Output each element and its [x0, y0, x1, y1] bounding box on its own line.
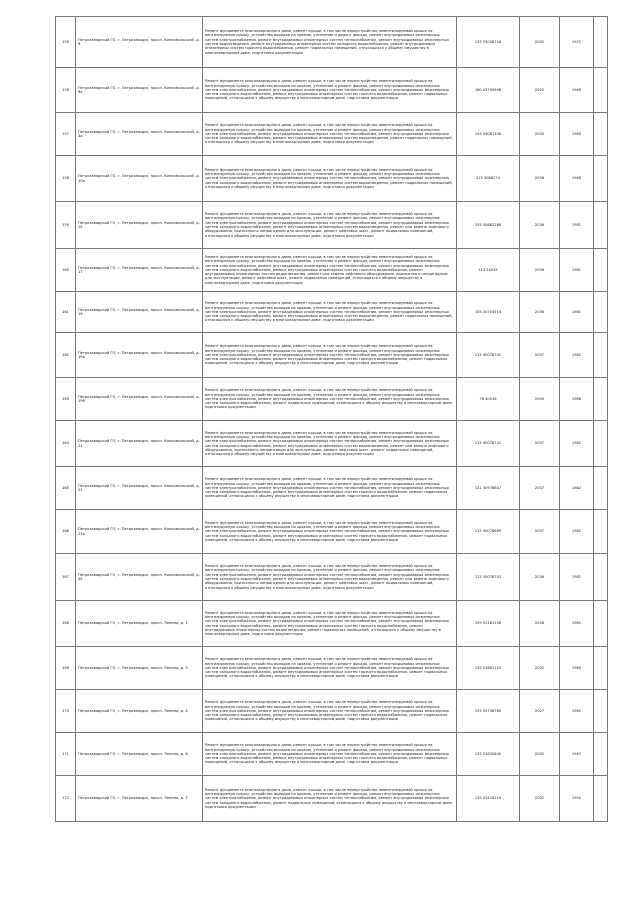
row-address: Петрозаводский ГО, г. Петрозаводск, просп. Ленина, д. 4 — [76, 690, 203, 733]
table-row — [56, 17, 608, 68]
row-year: 2032 — [520, 733, 560, 776]
row-year: 2032 — [520, 647, 560, 690]
row-works: Ремонт фундамента многоквартирного дома, ремонт крыши, в том числе переустройство невентилируемой крыши на вентилируемую крышу, устройство выходов на кровлю, утепление и ремонт фасада, ремонт внутридомовых инженерных систем электроснабжения, ремонт внутридомовых инженерных систем теплоснабжения, ремонт внутридомовых инженерных систем холодного водоснабжения, ремонт внутридомовых инженерных систем горячего водоснабжения, ремонт подвальных помещений, относящихся к общему имуществу в многоквартирном доме, подготовка документации — [203, 510, 457, 554]
row-year-built: 1982 — [560, 333, 594, 378]
row-empty-cell — [594, 647, 608, 690]
row-year-built: 1960 — [560, 156, 594, 202]
row-year: 2036 — [520, 292, 560, 333]
row-year-built: 1960 — [560, 647, 594, 690]
table-body — [56, 17, 608, 822]
row-year-built: 1960 — [560, 113, 594, 156]
row-year-built: 1957 — [560, 733, 594, 776]
row-area: 115 00078741 — [457, 421, 520, 467]
row-works: Ремонт фундамента многоквартирного дома, ремонт крыши, в том числе переустройство невентилируемой крыши на вентилируемую крышу, устройство выходов на кровлю, утепление и ремонт фасада, ремонт внутридомовых инженерных систем электроснабжения, ремонт внутридомовых инженерных систем теплоснабжения, ремонт внутридомовых инженерных систем холодного водоснабжения, ремонт внутридомовых инженерных систем горячего водоснабжения, ремонт внутридомовых инженерных систем водоотведения, ремонт подвальных помещений, относящихся к общему имуществу в многоквартирном доме, подготовка документации — [203, 601, 457, 647]
row-area: 180 03790898 — [457, 68, 520, 113]
row-area: 135 51681123 — [457, 647, 520, 690]
row-year: 2037 — [520, 333, 560, 378]
table-row — [56, 776, 608, 822]
table-row — [56, 510, 608, 554]
row-year-built: 1986 — [560, 378, 594, 421]
row-works: Ремонт фундамента многоквартирного дома, ремонт крыши, в том числе переустройство невентилируемой крыши на вентилируемую крышу, устройство выходов на кровлю, утепление и ремонт фасада, ремонт внутридомовых инженерных систем электроснабжения, ремонт внутридомовых инженерных систем теплоснабжения, ремонт внутридомовых инженерных систем холодного водоснабжения, ремонт внутридомовых инженерных систем горячего водоснабжения, ремонт внутридомовых инженерных систем водоотведения, ремонт или замена лифтового оборудования, признанного непригодным для эксплуатации, ремонт лифтовых шахт, ремонт подвальных помещений, относящихся к общему имуществу в многоквартирном доме, подготовка документации — [203, 249, 457, 292]
row-empty-cell — [594, 292, 608, 333]
row-year-built: 1982 — [560, 510, 594, 554]
row-address: Петрозаводский ГО, г. Петрозаводск, просп. Комсомольский, д. 21 — [76, 421, 203, 467]
row-year: 2035 — [520, 113, 560, 156]
row-area: 135 52416210 — [457, 776, 520, 822]
row-works: Ремонт фундамента многоквартирного дома, ремонт крыши, в том числе переустройство невентилируемой крыши на вентилируемую крышу, устройство выходов на кровлю, утепление и ремонт фасада, ремонт внутридомовых инженерных систем электроснабжения, ремонт внутридомовых инженерных систем теплоснабжения, ремонт внутридомовых инженерных систем холодного водоснабжения, ремонт внутридомовых инженерных систем горячего водоснабжения, ремонт подвальных помещений, относящихся к общему имуществу в многоквартирном доме, подготовка документации — [203, 690, 457, 733]
row-works: Ремонт фундамента многоквартирного дома, ремонт крыши, в том числе переустройство невентилируемой крыши на вентилируемую крышу, устройство выходов на кровлю, утепление и ремонт фасада, ремонт внутридомовых инженерных систем электроснабжения, ремонт внутридомовых инженерных систем теплоснабжения, ремонт внутридомовых инженерных систем водоотведения, ремонт внутридомовых инженерных систем холодного водоснабжения, ремонт внутридомовых инженерных систем горячего водоснабжения, ремонт подвальных помещений, относящихся к общему имуществу в многоквартирном доме, подготовка документации — [203, 17, 457, 68]
row-address: Петрозаводский ГО, г. Петрозаводск, просп. Комсомольский, д. 23 — [76, 467, 203, 510]
row-year: 2036 — [520, 156, 560, 202]
row-empty-cell — [594, 601, 608, 647]
row-number: 158 — [56, 156, 76, 202]
row-area: 155 54061338 — [457, 113, 520, 156]
row-works: Ремонт фундамента многоквартирного дома, ремонт крыши, в том числе переустройство невентилируемой крыши на вентилируемую крышу, устройство выходов на кровлю, утепление и ремонт фасада, ремонт внутридомовых инженерных систем электроснабжения, ремонт внутридомовых инженерных систем теплоснабжения, ремонт внутридомовых инженерных систем холодного водоснабжения, ремонт внутридомовых инженерных систем водоотведения, ремонт подвальных помещений, относящихся к общему имуществу в многоквартирном доме, подготовка документации — [203, 156, 457, 202]
row-area: 135 53058718 — [457, 17, 520, 68]
row-works: Ремонт фундамента многоквартирного дома, ремонт крыши, в том числе переустройство невентилируемой крыши на вентилируемую крышу, устройство выходов на кровлю, утепление и ремонт фасада, ремонт внутридомовых инженерных систем электроснабжения, ремонт внутридомовых инженерных систем теплоснабжения, ремонт внутридомовых инженерных систем холодного водоснабжения, ремонт внутридомовых инженерных систем горячего водоснабжения, ремонт подвальных помещений, относящихся к общему имуществу в многоквартирном доме, подготовка документации — [203, 467, 457, 510]
row-area: 155 50704514 — [457, 292, 520, 333]
row-year-built: 1989 — [560, 68, 594, 113]
row-empty-cell — [594, 17, 608, 68]
table-row — [56, 292, 608, 333]
row-empty-cell — [594, 733, 608, 776]
table-row — [56, 68, 608, 113]
row-number: 171 — [56, 733, 76, 776]
row-year-built: 1971 — [560, 17, 594, 68]
row-works: Ремонт фундамента многоквартирного дома, ремонт крыши, в том числе переустройство невентилируемой крыши на вентилируемую крышу, устройство выходов на кровлю, утепление и ремонт фасада, ремонт внутридомовых инженерных систем электроснабжения, ремонт внутридомовых инженерных систем теплоснабжения, ремонт внутридомовых инженерных систем холодного водоснабжения, ремонт внутридомовых инженерных систем горячего водоснабжения, ремонт подвальных помещений, относящихся к общему имуществу в многоквартирном доме, подготовка документации — [203, 333, 457, 378]
row-empty-cell — [594, 510, 608, 554]
row-year: 2049 — [520, 378, 560, 421]
row-empty-cell — [594, 156, 608, 202]
row-number: 157 — [56, 113, 76, 156]
row-address: Петрозаводский ГО, г. Петрозаводск, просп. Комсомольский, д. 15 — [76, 202, 203, 249]
table-row — [56, 156, 608, 202]
row-number: 172 — [56, 776, 76, 822]
row-year: 2025 — [520, 68, 560, 113]
table-row — [56, 554, 608, 601]
table-row — [56, 601, 608, 647]
row-address: Петрозаводский ГО, г. Петрозаводск, просп. Комсомольский, д. 23а — [76, 510, 203, 554]
row-year-built: 1982 — [560, 467, 594, 510]
row-number: 163 — [56, 378, 76, 421]
row-works: Ремонт фундамента многоквартирного дома, ремонт крыши, в том числе переустройство невентилируемой крыши на вентилируемую крышу, устройство выходов на кровлю, утепление и ремонт фасада, ремонт внутридомовых инженерных систем электроснабжения, ремонт внутридомовых инженерных систем теплоснабжения, ремонт внутридомовых инженерных систем холодного водоснабжения, ремонт внутридомовых инженерных систем водоотведения, ремонт подвальных помещений, относящихся к общему имуществу в многоквартирном доме, подготовка документации — [203, 113, 457, 156]
row-year-built: 1981 — [560, 249, 594, 292]
row-area: 113 50035 — [457, 249, 520, 292]
row-number: 166 — [56, 510, 76, 554]
table-row — [56, 249, 608, 292]
row-empty-cell — [594, 690, 608, 733]
row-address: Петрозаводский ГО, г. Петрозаводск, просп. Ленина, д. 6 — [76, 733, 203, 776]
row-area: 135 51835840 — [457, 733, 520, 776]
row-number: 156 — [56, 68, 76, 113]
row-year: 2036 — [520, 249, 560, 292]
row-address: Петрозаводский ГО, г. Петрозаводск, просп. Комсомольский, д. 17 — [76, 249, 203, 292]
row-number: 164 — [56, 421, 76, 467]
row-empty-cell — [594, 378, 608, 421]
row-area: 115 00078742 — [457, 333, 520, 378]
row-area: 155 50882268 — [457, 202, 520, 249]
row-number: 170 — [56, 690, 76, 733]
row-year-built: 1982 — [560, 421, 594, 467]
row-number: 168 — [56, 601, 76, 647]
row-empty-cell — [594, 68, 608, 113]
row-year-built: 1950 — [560, 776, 594, 822]
table-row — [56, 333, 608, 378]
table-row — [56, 467, 608, 510]
document-page — [55, 16, 607, 822]
row-year: 2032 — [520, 776, 560, 822]
row-empty-cell — [594, 421, 608, 467]
row-year: 2037 — [520, 510, 560, 554]
row-year: 2032 — [520, 17, 560, 68]
row-address: Петрозаводский ГО, г. Петрозаводск, просп. Комсомольский, д. 9 — [76, 17, 203, 68]
row-year-built: 1962 — [560, 690, 594, 733]
table-row — [56, 202, 608, 249]
table-row — [56, 421, 608, 467]
row-address: Петрозаводский ГО, г. Петрозаводск, просп. Комсомольский, д. 19а — [76, 333, 203, 378]
row-number: 159 — [56, 202, 76, 249]
row-address: Петрозаводский ГО, г. Петрозаводск, просп. Ленина, д. 1 — [76, 601, 203, 647]
row-area: 115 50078741 — [457, 554, 520, 601]
row-number: 169 — [56, 647, 76, 690]
row-area: 159 52181106 — [457, 601, 520, 647]
row-year-built: 1961 — [560, 601, 594, 647]
row-empty-cell — [594, 554, 608, 601]
row-works: Ремонт фундамента многоквартирного дома, ремонт крыши, в том числе переустройство невентилируемой крыши на вентилируемую крышу, устройство выходов на кровлю, утепление и ремонт фасада, ремонт внутридомовых инженерных систем электроснабжения, ремонт внутридомовых инженерных систем теплоснабжения, ремонт внутридомовых инженерных систем холодного водоснабжения, ремонт внутридомовых инженерных систем водоотведения, ремонт или замена лифтового оборудования, признанного непригодным для эксплуатации, ремонт лифтовых шахт, ремонт подвальных помещений, относящихся к общему имуществу в многоквартирном доме, подготовка документации — [203, 202, 457, 249]
row-number: 160 — [56, 249, 76, 292]
row-address: Петрозаводский ГО, г. Петрозаводск, просп. Ленина, д. 7 — [76, 776, 203, 822]
row-year: 2036 — [520, 554, 560, 601]
row-year-built: 1982 — [560, 554, 594, 601]
row-year-built: 1981 — [560, 292, 594, 333]
row-area: 115 50078669 — [457, 510, 520, 554]
row-works: Ремонт фундамента многоквартирного дома, ремонт крыши, в том числе переустройство невентилируемой крыши на вентилируемую крышу, устройство выходов на кровлю, утепление и ремонт фасада, ремонт внутридомовых инженерных систем электроснабжения, ремонт внутридомовых инженерных систем теплоснабжения, ремонт внутридомовых инженерных систем холодного водоснабжения, ремонт внутридомовых инженерных систем водоотведения, ремонт или замена лифтового оборудования, признанного непригодным для эксплуатации, ремонт лифтовых шахт, ремонт подвальных помещений, относящихся к общему имуществу в многоквартирном доме, подготовка документации — [203, 421, 457, 467]
row-works: Ремонт фундамента многоквартирного дома, ремонт крыши, в том числе переустройство невентилируемой крыши на вентилируемую крышу, устройство выходов на кровлю, утепление и ремонт фасада, ремонт внутридомовых инженерных систем электроснабжения, ремонт внутридомовых инженерных систем теплоснабжения, ремонт внутридомовых инженерных систем холодного водоснабжения, ремонт внутридомовых инженерных систем горячего водоснабжения, ремонт подвальных помещений, относящихся к общему имуществу в многоквартирном доме, подготовка документации — [203, 733, 457, 776]
row-empty-cell — [594, 776, 608, 822]
row-works: Ремонт фундамента многоквартирного дома, ремонт крыши, в том числе переустройство невентилируемой крыши на вентилируемую крышу, устройство выходов на кровлю, утепление и ремонт фасада, ремонт внутридомовых инженерных систем электроснабжения, ремонт внутридомовых инженерных систем теплоснабжения, ремонт внутридомовых инженерных систем холодного водоснабжения, ремонт внутридомовых инженерных систем горячего водоснабжения, ремонт подвальных помещений, относящихся к общему имуществу в многоквартирном доме, подготовка документации — [203, 647, 457, 690]
table-row — [56, 733, 608, 776]
row-address: Петрозаводский ГО, г. Петрозаводск, просп. Комсомольский, д. 9а — [76, 68, 203, 113]
row-works: Ремонт фундамента многоквартирного дома, ремонт крыши, в том числе переустройство невентилируемой крыши на вентилируемую крышу, устройство выходов на кровлю, утепление и ремонт фасада, ремонт внутридомовых инженерных систем электроснабжения, ремонт внутридомовых инженерных систем теплоснабжения, ремонт внутридомовых инженерных систем холодного водоснабжения, ремонт внутридомовых инженерных систем водоотведения, ремонт или замена лифтового оборудования, признанного непригодным для эксплуатации, ремонт лифтовых шахт, ремонт подвальных помещений, относящихся к общему имуществу в многоквартирном доме, подготовка документации — [203, 554, 457, 601]
row-number: 165 — [56, 467, 76, 510]
row-empty-cell — [594, 467, 608, 510]
row-year: 2036 — [520, 202, 560, 249]
row-works: Ремонт фундамента многоквартирного дома, ремонт крыши, в том числе переустройство невентилируемой крыши на вентилируемую крышу, устройство выходов на кровлю, утепление и ремонт фасада, ремонт внутридомовых инженерных систем электроснабжения, ремонт внутридомовых инженерных систем теплоснабжения, ремонт внутридомовых инженерных систем холодного водоснабжения, ремонт внутридомовых инженерных систем горячего водоснабжения, ремонт подвальных помещений, относящихся к общему имуществу в многоквартирном доме, подготовка документации — [203, 68, 457, 113]
row-works: Ремонт фундамента многоквартирного дома, ремонт крыши, в том числе переустройство невентилируемой крыши на вентилируемую крышу, устройство выходов на кровлю, утепление и ремонт фасада, ремонт внутридомовых инженерных систем электроснабжения, ремонт внутридомовых инженерных систем теплоснабжения, ремонт внутридомовых инженерных систем холодного водоснабжения, ремонт подвальных помещений, относящихся к общему имуществу в многоквартирном доме, подготовка документации — [203, 378, 457, 421]
row-empty-cell — [594, 202, 608, 249]
repair-program-table — [55, 16, 608, 822]
row-area: 115 5088274 — [457, 156, 520, 202]
row-area: 76 40518 — [457, 378, 520, 421]
row-year: 2028 — [520, 601, 560, 647]
row-works: Ремонт фундамента многоквартирного дома, ремонт крыши, в том числе переустройство невентилируемой крыши на вентилируемую крышу, устройство выходов на кровлю, утепление и ремонт фасада, ремонт внутридомовых инженерных систем электроснабжения, ремонт внутридомовых инженерных систем теплоснабжения, ремонт внутридомовых инженерных систем холодного водоснабжения, ремонт подвальных помещений, относящихся к общему имуществу в многоквартирном доме, подготовка документации — [203, 776, 457, 822]
row-address: Петрозаводский ГО, г. Петрозаводск, просп. Ленина, д. 3 — [76, 647, 203, 690]
row-address: Петрозаводский ГО, г. Петрозаводск, просп. Комсомольский, д. 19 — [76, 292, 203, 333]
row-area: 155 55798780 — [457, 690, 520, 733]
row-empty-cell — [594, 249, 608, 292]
row-area: 131 50978847 — [457, 467, 520, 510]
table-row — [56, 378, 608, 421]
row-address: Петрозаводский ГО, г. Петрозаводск, просп. Комсомольский, д. 3а — [76, 113, 203, 156]
row-year-built: 1981 — [560, 202, 594, 249]
row-year: 2027 — [520, 690, 560, 733]
row-year: 2037 — [520, 421, 560, 467]
row-number: 161 — [56, 292, 76, 333]
row-number: 155 — [56, 17, 76, 68]
table-row — [56, 690, 608, 733]
row-works: Ремонт фундамента многоквартирного дома, ремонт крыши, в том числе переустройство невентилируемой крыши на вентилируемую крышу, устройство выходов на кровлю, утепление и ремонт фасада, ремонт внутридомовых инженерных систем электроснабжения, ремонт внутридомовых инженерных систем теплоснабжения, ремонт внутридомовых инженерных систем холодного водоснабжения, ремонт внутридомовых инженерных систем водоотведения, ремонт подвальных помещений, относящихся к общему имуществу в многоквартирном доме, подготовка документации — [203, 292, 457, 333]
row-number: 167 — [56, 554, 76, 601]
row-empty-cell — [594, 113, 608, 156]
row-number: 162 — [56, 333, 76, 378]
table-row — [56, 647, 608, 690]
row-year: 2037 — [520, 467, 560, 510]
row-empty-cell — [594, 333, 608, 378]
row-address: Петрозаводский ГО, г. Петрозаводск, просп. Комсомольский, д. 25 — [76, 554, 203, 601]
row-address: Петрозаводский ГО, г. Петрозаводск, просп. Комсомольский, д. 10а — [76, 156, 203, 202]
table-row — [56, 113, 608, 156]
row-address: Петрозаводский ГО, г. Петрозаводск, просп. Комсомольский, д. 19б — [76, 378, 203, 421]
